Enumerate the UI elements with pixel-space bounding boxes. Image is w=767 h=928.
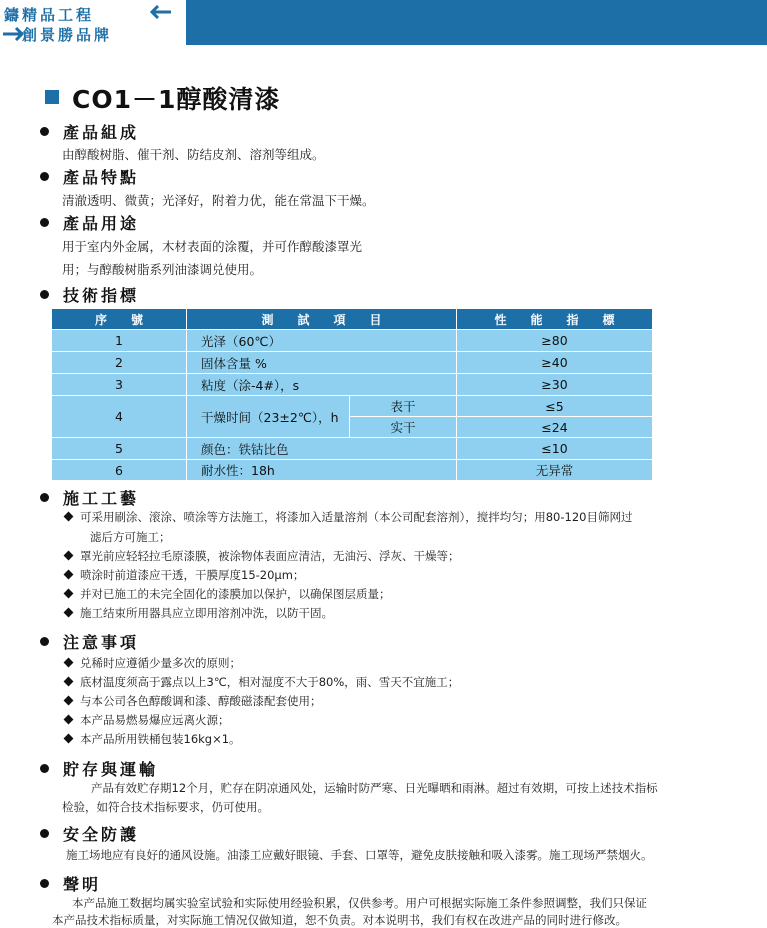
features-text: 清澈透明、微黄；光泽好，附着力优，能在常温下干燥。 bbox=[62, 193, 375, 208]
heading-storage: 貯存與運輸 bbox=[40, 757, 158, 780]
heading-features: 產品特點 bbox=[40, 165, 139, 188]
table-row-3-item: 粘度（涂-4#），s bbox=[201, 377, 300, 393]
bullet-icon bbox=[40, 764, 49, 773]
table-row-4-item: 干燥时间（23±2℃），h bbox=[201, 409, 339, 425]
notes-item-1: 兑稀时应遵循少量多次的原则； bbox=[62, 655, 241, 671]
diamond-bullet-icon bbox=[64, 677, 74, 687]
heading-composition: 產品組成 bbox=[40, 120, 139, 143]
diamond-bullet-icon bbox=[64, 734, 74, 744]
table-header-no: 序 號 bbox=[52, 309, 186, 329]
table-row-1-no: 1 bbox=[115, 333, 123, 348]
statement-line2: 本产品技术指标质量，对实际施工情况仅做知道，恕不负责。对本说明书，我们有权在改进产品的同时进行修改。 bbox=[52, 913, 627, 927]
arrow-right-icon bbox=[2, 27, 24, 41]
table-row-4-sub1: 表干 bbox=[390, 399, 416, 414]
heading-specs: 技術指標 bbox=[40, 283, 139, 306]
construction-item-5: 施工结束所用器具应立即用溶剂冲洗，以防干固。 bbox=[62, 605, 333, 621]
bullet-icon bbox=[40, 879, 49, 888]
table-row-6-item: 耐水性：18h bbox=[201, 463, 275, 478]
table-row-1-item: 光泽（60℃） bbox=[201, 333, 281, 349]
bullet-icon bbox=[40, 218, 49, 227]
diamond-bullet-icon bbox=[64, 589, 74, 599]
slogan-line1: 鑄精品工程 bbox=[4, 6, 95, 24]
construction-item-1-cont: 滤后方可施工； bbox=[90, 530, 171, 544]
notes-item-2: 底材温度须高于露点以上3℃，相对湿度不大于80%，雨、雪天不宜施工； bbox=[62, 674, 459, 690]
table-header-item: 測 試 項 目 bbox=[187, 309, 456, 329]
table-row-3-spec: ≥30 bbox=[541, 377, 568, 392]
arrow-left-icon bbox=[150, 5, 172, 19]
notes-item-5: 本产品所用铁桶包装16kg×1。 bbox=[62, 731, 241, 747]
bullet-icon bbox=[40, 172, 49, 181]
statement-line1: 本产品施工数据均属实验室试验和实际使用经验积累，仅供参考。用户可根据实际施工条件参照调整，我们只保证 bbox=[72, 896, 647, 910]
safety-text: 施工场地应有良好的通风设施。油漆工应戴好眼镜、手套、口罩等，避免皮肤接触和吸入漆雾。施工现场严禁烟火。 bbox=[66, 848, 653, 862]
bullet-icon bbox=[40, 637, 49, 646]
table-row-6-spec: 无异常 bbox=[535, 463, 574, 478]
usage-line1: 用于室内外金属，木材表面的涂覆，并可作醇酸漆罩光 bbox=[62, 239, 363, 254]
table-row-3-no: 3 bbox=[115, 377, 123, 392]
title-square-icon bbox=[45, 90, 59, 104]
storage-line1: 产品有效贮存期12个月，贮存在阴凉通风处，运输时防严寒、日光曝晒和雨淋。超过有效期，可按上述技术指标 bbox=[91, 781, 658, 795]
heading-usage: 產品用途 bbox=[40, 211, 139, 234]
table-row-4-no: 4 bbox=[115, 409, 123, 424]
table-row-4-spec1: ≤5 bbox=[545, 398, 564, 414]
table-row-6-no: 6 bbox=[115, 462, 123, 478]
bullet-icon bbox=[40, 290, 49, 299]
bullet-icon bbox=[40, 493, 49, 502]
bullet-icon bbox=[40, 127, 49, 136]
diamond-bullet-icon bbox=[64, 570, 74, 580]
diamond-bullet-icon bbox=[64, 512, 74, 522]
usage-line2: 用；与醇酸树脂系列油漆调兑使用。 bbox=[62, 262, 263, 277]
table-row-4-sub2: 实干 bbox=[390, 420, 416, 435]
diamond-bullet-icon bbox=[64, 658, 74, 668]
table-row-2-item: 固体含量 % bbox=[201, 355, 267, 371]
heading-construction: 施工工藝 bbox=[40, 486, 139, 509]
diamond-bullet-icon bbox=[64, 551, 74, 561]
notes-item-4: 本产品易燃易爆应远离火源； bbox=[62, 712, 230, 728]
bullet-icon bbox=[40, 829, 49, 838]
construction-item-4: 并对已施工的未完全固化的漆膜加以保护，以确保图层质量； bbox=[62, 586, 391, 602]
construction-item-2: 罩光前应轻轻拉毛原漆膜，被涂物体表面应清洁，无油污、浮灰、干燥等； bbox=[62, 548, 460, 564]
heading-statement: 聲明 bbox=[40, 872, 101, 895]
diamond-bullet-icon bbox=[64, 715, 74, 725]
heading-safety: 安全防護 bbox=[40, 822, 139, 845]
notes-item-3: 与本公司各色醇酸调和漆、醇酸磁漆配套使用； bbox=[62, 693, 322, 709]
table-row-5-item: 颜色：铁钴比色 bbox=[201, 441, 289, 457]
construction-item-3: 喷涂时前道漆应干透，干膜厚度15-20μm； bbox=[62, 567, 304, 583]
diamond-bullet-icon bbox=[64, 608, 74, 618]
table-row-2-spec: ≥40 bbox=[541, 355, 568, 370]
table-row-4-spec2: ≤24 bbox=[541, 419, 568, 435]
table-row-5-spec: ≤10 bbox=[541, 441, 568, 456]
header-blue-bar bbox=[186, 0, 767, 45]
spec-table bbox=[52, 309, 652, 480]
construction-item-1: 可采用刷涂、滚涂、喷涂等方法施工，将漆加入适量溶剂（本公司配套溶剂），搅拌均匀；用80-120目筛网过 bbox=[62, 509, 632, 525]
table-row-2-no: 2 bbox=[115, 355, 123, 370]
table-row-5-no: 5 bbox=[115, 441, 123, 456]
storage-line2: 检验，如符合技术指标要求，仍可使用。 bbox=[62, 800, 269, 814]
table-header-spec: 性 能 指 標 bbox=[457, 309, 652, 329]
slogan-line2: 創景勝品牌 bbox=[22, 26, 113, 44]
table-row-1-spec: ≥80 bbox=[541, 333, 568, 348]
composition-text: 由醇酸树脂、催干剂、防结皮剂、溶剂等组成。 bbox=[62, 147, 325, 162]
page-title: CO1－1醇酸清漆 bbox=[72, 85, 281, 114]
heading-notes: 注意事項 bbox=[40, 630, 139, 653]
diamond-bullet-icon bbox=[64, 696, 74, 706]
